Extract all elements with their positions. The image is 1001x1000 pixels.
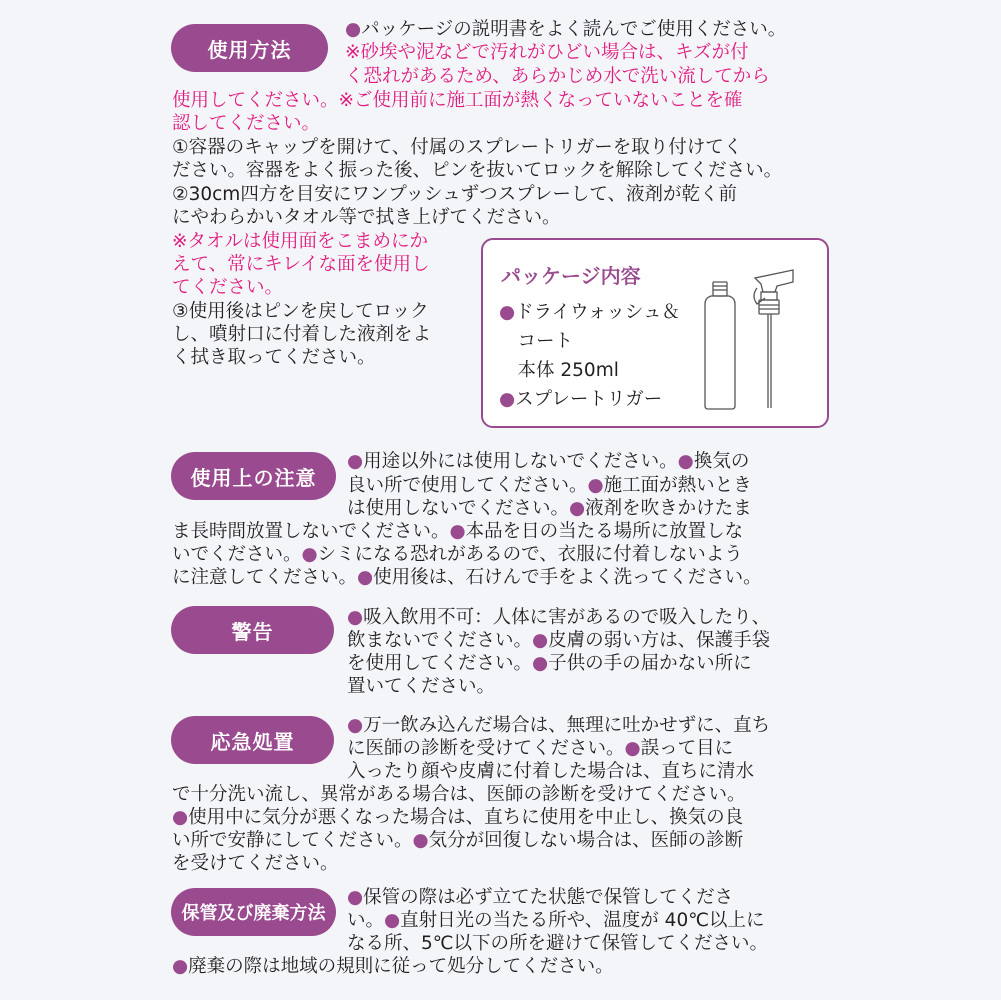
- bullet-dot: ●: [587, 475, 604, 496]
- first-aid-line-5: ●使用中に気分が悪くなった場合は、直ちに使用を中止し、換気の良: [172, 807, 744, 828]
- bullet-dot: ●: [499, 302, 516, 323]
- bullet-dot: ●: [624, 738, 641, 759]
- usage-line-1: ●パッケージの説明書をよく読んでご使用ください。: [345, 19, 787, 40]
- first-aid-line-1: ●万一飲み込んだ場合は、無理に吐かせずに、直ち: [347, 715, 771, 736]
- bullet-dot: ●: [301, 544, 318, 565]
- precautions-line-2: 良い所で使用してください。●施工面が熱いとき: [347, 475, 752, 496]
- bullet-dot: ●: [412, 830, 429, 851]
- bullet-dot: ●: [499, 389, 516, 410]
- first-aid-line-4: で十分洗い流し、異常がある場合は、医師の診断を受けてください。: [172, 784, 746, 805]
- bullet-dot: ●: [347, 607, 364, 628]
- package-item-1: ●ドライウォッシュ＆: [499, 302, 680, 323]
- usage-line-10: ※タオルは使用面をこまめにか: [172, 231, 429, 252]
- storage-line-2: い。●直射日光の当たる所や、温度が 40℃以上に: [347, 910, 765, 931]
- usage-line-2: ※砂埃や泥などで汚れがひどい場合は、キズが付: [345, 42, 749, 63]
- bullet-dot: ●: [384, 910, 401, 931]
- precautions-heading: 使用上の注意: [171, 452, 336, 500]
- usage-line-14: し、噴射口に付着した液剤をよ: [172, 324, 432, 345]
- usage-line-7: ださい。容器をよく振った後、ピンを抜いてロックを解除してください。: [172, 160, 783, 181]
- first-aid-line-2: に医師の診断を受けてください。●誤って目に: [347, 738, 734, 759]
- warning-line-2: 飲まないでください。●皮膚の弱い方は、保護手袋: [347, 630, 771, 651]
- usage-line-12: てください。: [172, 277, 284, 298]
- bullet-dot: ●: [357, 567, 374, 588]
- usage-heading: 使用方法: [171, 24, 328, 72]
- bullet-dot: ●: [532, 653, 549, 674]
- warning-line-4: 置いてください。: [347, 676, 496, 697]
- precautions-line-3: は使用しないでください。●液剤を吹きかけたま: [347, 498, 752, 519]
- usage-line-3: く恐れがあるため、あらかじめ水で洗い流してから: [345, 66, 770, 87]
- usage-line-9: にやわらかいタオル等で拭き上げてください。: [172, 207, 561, 228]
- bullet-dot: ●: [347, 715, 364, 736]
- usage-line-11: えて、常にキレイな面を使用し: [172, 254, 430, 275]
- warning-heading: 警告: [171, 606, 334, 654]
- bullet-dot: ●: [569, 498, 586, 519]
- usage-line-8: ②30cm四方を目安にワンプッシュずつスプレーして、液剤が乾く前: [172, 184, 738, 205]
- first-aid-line-6: い所で安静にしてください。●気分が回復しない場合は、医師の診断: [172, 830, 744, 851]
- usage-line-4: 使用してください。※ご使用前に施工面が熱くなっていないことを確: [172, 90, 743, 111]
- bullet-dot: ●: [532, 630, 549, 651]
- usage-line-15: く拭き取ってください。: [172, 347, 376, 368]
- first-aid-heading: 応急処置: [171, 716, 334, 764]
- warning-line-1: ●吸入飲用不可：人体に害があるので吸入したり、: [347, 607, 771, 628]
- first-aid-line-3: 入ったり顔や皮膚に付着した場合は、直ちに清水: [347, 761, 755, 782]
- storage-heading: 保管及び廃棄方法: [171, 888, 336, 936]
- usage-line-13: ③使用後はピンを戻してロック: [172, 301, 429, 322]
- package-item-4: ●スプレートリガー: [499, 389, 663, 410]
- storage-line-4: ●廃棄の際は地域の規則に従って処分してください。: [172, 956, 614, 977]
- bullet-dot: ●: [347, 887, 364, 908]
- precautions-line-4: ま長時間放置しないでください。●本品を日の当たる場所に放置しな: [172, 521, 744, 542]
- package-contents-title: パッケージ内容: [501, 264, 641, 288]
- bullet-dot: ●: [449, 521, 466, 542]
- bullet-dot: ●: [172, 956, 189, 977]
- storage-line-3: なる所、5℃以下の所を避けて保管してください。: [347, 933, 769, 954]
- package-item-3: 本体 250ml: [499, 360, 619, 381]
- spray-bottle-illustration: [695, 258, 815, 413]
- usage-line-5: 認してください。: [172, 113, 321, 134]
- precautions-line-1: ●用途以外には使用しないでください。●換気の: [347, 451, 750, 472]
- bullet-dot: ●: [345, 19, 362, 40]
- usage-line-6: ①容器のキャップを開けて、付属のスプレートリガーを取り付けてく: [172, 137, 743, 158]
- bullet-dot: ●: [172, 807, 189, 828]
- warning-line-3: を使用してください。●子供の手の届かない所に: [347, 653, 752, 674]
- precautions-line-6: に注意してください。●使用後は、石けんで手をよく洗ってください。: [172, 567, 762, 588]
- bullet-dot: ●: [347, 451, 364, 472]
- first-aid-line-7: を受けてください。: [172, 853, 339, 874]
- bullet-dot: ●: [677, 451, 694, 472]
- package-item-2: コート: [499, 331, 574, 352]
- precautions-line-5: いでください。●シミになる恐れがあるので、衣服に付着しないよう: [172, 544, 743, 565]
- storage-line-1: ●保管の際は必ず立てた状態で保管してくださ: [347, 887, 734, 908]
- package-contents-box: [481, 238, 829, 428]
